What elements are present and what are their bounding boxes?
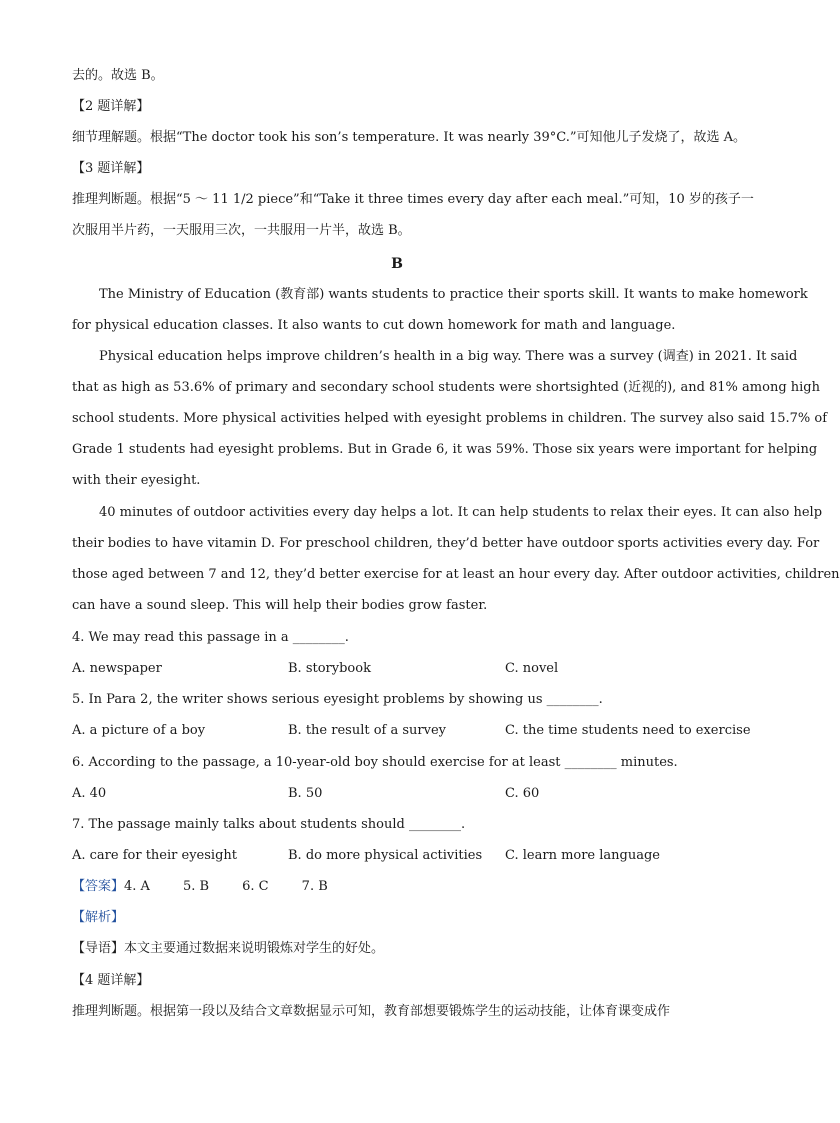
passage-line: school students. More physical activities helped with eyesight problems in children. The survey also said 15.7% of	[72, 411, 828, 426]
question-6-option-b: B. 50	[288, 786, 323, 801]
question-4-option-b: B. storybook	[288, 661, 371, 676]
passage-line: those aged between 7 and 12, they’d better exercise for at least an hour every day. After outdoor activities, children	[72, 567, 840, 582]
question-7-option-c: C. learn more language	[505, 848, 661, 863]
passage-line: with their eyesight.	[72, 473, 201, 488]
q3-heading: 【3 题详解】	[72, 161, 150, 176]
passage-line: Grade 1 students had eyesight problems. But in Grade 6, it was 59%. Those six years were important for helping	[72, 442, 818, 457]
q4-heading: 【4 题详解】	[72, 973, 150, 988]
section-title: B	[391, 256, 403, 272]
question-4-stem: 4. We may read this passage in a ________.	[72, 630, 349, 645]
answer-values: 4. A 5. B 6. C 7. B	[124, 879, 328, 894]
passage-line: that as high as 53.6% of primary and secondary school students were shortsighted (近视的), and 81% among high	[72, 380, 821, 395]
continued-line: 去的。故选 B。	[72, 68, 164, 83]
q3-explanation-line2: 次服用半片药，一天服用三次，一共服用一片半，故选 B。	[72, 223, 411, 238]
passage-line: 40 minutes of outdoor activities every day helps a lot. It can help students to relax their eyes. It can also help	[99, 505, 823, 520]
question-5-option-b: B. the result of a survey	[288, 723, 446, 738]
question-6-stem: 6. According to the passage, a 10-year-old boy should exercise for at least ________ minutes.	[72, 755, 678, 770]
question-4-option-a: A. newspaper	[72, 661, 162, 676]
q2-heading: 【2 题详解】	[72, 99, 150, 114]
passage-line: for physical education classes. It also wants to cut down homework for math and language.	[72, 318, 676, 333]
question-7-stem: 7. The passage mainly talks about students should ________.	[72, 817, 466, 832]
q3-explanation-line1: 推理判断题。根据“5 ～ 11 1/2 piece”和“Take it three times every day after each meal.”可知，10 岁的孩子一	[72, 192, 754, 207]
question-4-option-c: C. novel	[505, 661, 559, 676]
question-5-option-a: A. a picture of a boy	[72, 723, 206, 738]
question-7-option-a: A. care for their eyesight	[72, 848, 237, 863]
passage-line: can have a sound sleep. This will help their bodies grow faster.	[72, 598, 488, 613]
question-5-option-c: C. the time students need to exercise	[505, 723, 751, 738]
passage-line: Physical education helps improve children’s health in a big way. There was a survey (调查) in 2021. It said	[99, 349, 798, 364]
answer-label: 【答案】	[72, 879, 125, 894]
passage-line: their bodies to have vitamin D. For preschool children, they’d better have outdoor sports activities every day. For	[72, 536, 820, 551]
passage-line: The Ministry of Education (教育部) wants students to practice their sports skill. It wants to make homework	[99, 287, 808, 302]
answer-line	[72, 877, 722, 897]
question-6-option-c: C. 60	[505, 786, 540, 801]
guide-text: 【导语】本文主要通过数据来说明锻炼对学生的好处。	[72, 941, 385, 956]
q2-explanation: 细节理解题。根据“The doctor took his son’s temperature. It was nearly 39°C.”可知他儿子发烧了，故选 A。	[72, 130, 747, 145]
question-6-option-a: A. 40	[72, 786, 107, 801]
q4-explanation: 推理判断题。根据第一段以及结合文章数据显示可知，教育部想要锻炼学生的运动技能，让体育课变成作	[72, 1004, 671, 1019]
question-5-stem: 5. In Para 2, the writer shows serious eyesight problems by showing us ________.	[72, 692, 603, 707]
question-7-option-b: B. do more physical activities	[288, 848, 483, 863]
analysis-label: 【解析】	[72, 910, 125, 925]
